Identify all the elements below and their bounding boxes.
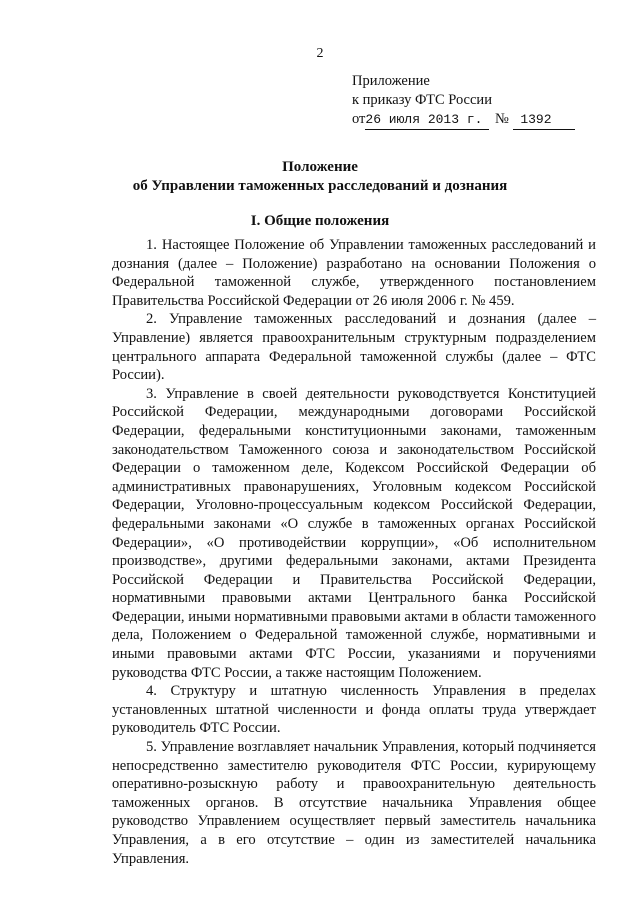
appendix-label: Приложение xyxy=(352,73,430,89)
number-label: № xyxy=(495,111,509,127)
appendix-date-line xyxy=(352,110,575,130)
appendix-block xyxy=(352,72,575,130)
from-label: от xyxy=(352,111,366,127)
paragraph-5: 5. Управление возглавляет начальник Управления, который подчиняется непосредственно заместителю руководителя ФТС России, курирующему оперативно-розыскную работу и правоохранительную деятельность таможенных органов. В отсутствие начальника Управления общее руководство Управлением осуществляет первый заместитель начальника Управления, а в его отсутствие – один из заместителей начальника Управления. xyxy=(112,739,596,867)
paragraph-2: 2. Управление таможенных расследований и дознания (далее – Управление) является правоохранительным структурным подразделением центрального аппарата Федеральной таможенной службы (далее – ФТС России). xyxy=(112,311,596,384)
paragraph-4: 4. Структуру и штатную численность Управления в пределах установленных штатной численности и фонда оплаты труда утверждает руководитель ФТС России. xyxy=(112,683,596,737)
document-body xyxy=(112,236,596,868)
title-line-2: об Управлении таможенных расследований и дознания xyxy=(132,178,508,194)
title-line-1: Положение xyxy=(282,159,358,175)
document-title xyxy=(0,158,640,196)
order-number: 1392 xyxy=(513,110,575,130)
appendix-order-ref: к приказу ФТС России xyxy=(352,92,492,108)
paragraph-1: 1. Настоящее Положение об Управлении таможенных расследований и дознания (далее – Положение) разработано на основании Положения о Федеральной таможенной службе, утвержденного постановлением Правительства Российской Федерации от 26 июля 2006 г. № 459. xyxy=(112,237,596,309)
paragraph-3: 3. Управление в своей деятельности руководствуется Конституцией Российской Федерации, международными договорами Российской Федерации, федеральными конституционными законами, таможенным законодательством Таможенного союза и законодательством Российской Федерации о таможенном деле, Кодексом Российской Федерации об административных правонарушениях, Уголовным кодексом Российской Федерации, Уголовно-процессуальным кодексом Российской Федерации, федеральными законами «О службе в таможенных органах Российской Федерации», «О противодействии коррупции», «Об исполнительном производстве», другими федеральными законами, актами Президента Российской Федерации и Правительства Российской Федерации, нормативными правовыми актами Центрального банка Российской Федерации, иными нормативными правовыми актами в области таможенного дела, Положением о Федеральной таможенной службе, нормативными и иными правовыми актами ФТС России, указаниями и поручениями руководства ФТС России, а также настоящим Положением. xyxy=(112,385,596,681)
section-heading: I. Общие положения xyxy=(250,213,390,229)
page-number: 2 xyxy=(316,46,324,61)
order-date: 26 июля 2013 г. xyxy=(365,110,489,130)
